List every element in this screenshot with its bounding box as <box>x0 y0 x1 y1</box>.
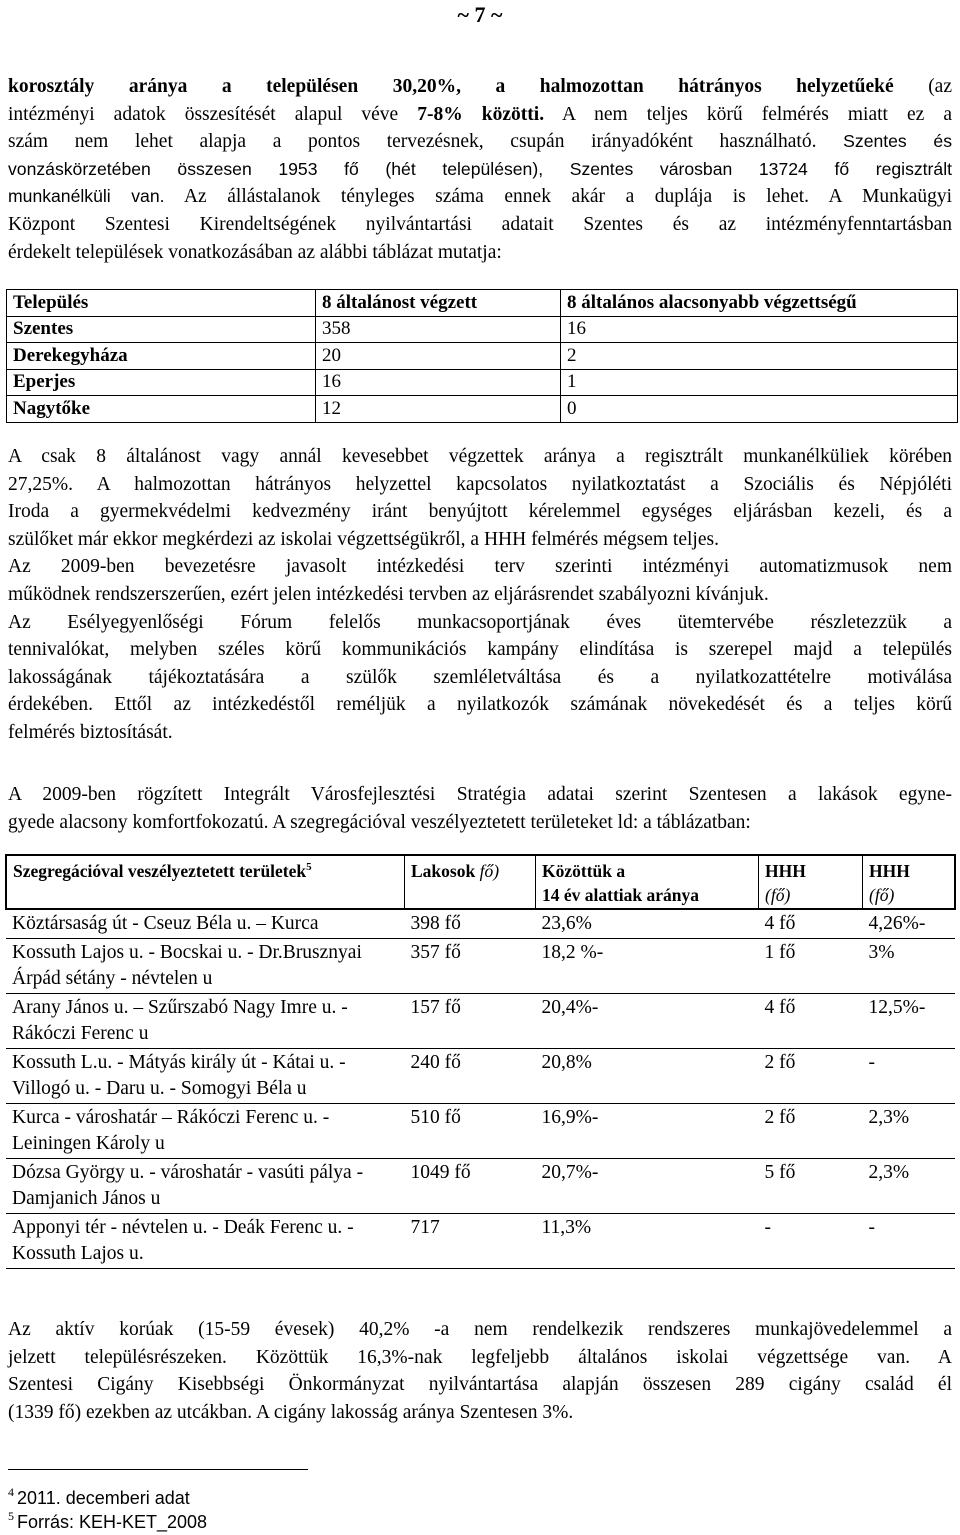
column-header: Szegregációval veszélyeztetett területek$^5$ <box>6 855 405 909</box>
table-row: Dózsa György u. - városhatár - vasúti pálya - Damjanich János u 1049 fő 20,7%- 5 fő 2,3% <box>6 1159 955 1214</box>
bold-text: korosztály aránya a településen 30,20%, a halmozottan hátrányos helyzetűeké <box>8 76 894 97</box>
table-row: Apponyi tér - névtelen u. - Deák Ferenc u. - Kossuth Lajos u. 717 11,3% - - <box>6 1214 955 1269</box>
footnote: $^4$ 2011. decemberi adat <box>8 1485 190 1508</box>
column-header: Település <box>7 290 316 317</box>
table-row: Derekegyháza 20 2 <box>7 343 958 370</box>
paragraph-active-age: Az aktív korúak (15-59 évesek) 40,2% -a nem rendelkezik rendszeres munkajövedelemmel a jelzett településrészeken. Közöttük 16,3%-nak legfeljebb általános iskolai végzettsége van. A Szentesi Cigány Kisebbségi Önkormányzat nyilvántartása alapján összesen 289 cigány család él (1339 fő) ezekben az utcákban. A cigány lakosság aránya Szentesen 3%. <box>8 1319 952 1423</box>
column-header: 8 általános alacsonyabb végzettségű <box>561 290 958 317</box>
table-row: Kossuth L.u. - Mátyás király út - Kátai u. - Villogó u. - Daru u. - Somogyi Béla u 240 fő 20,8% 2 fő - <box>6 1049 955 1104</box>
page-number: ~ 7 ~ <box>457 2 503 27</box>
column-header: Közöttük a 14 év alattiak aránya <box>536 855 759 909</box>
table-row: Kurca - városhatár – Rákóczi Ferenc u. - Leiningen Károly u 510 fő 16,9%- 2 fő 2,3% <box>6 1104 955 1159</box>
column-header: HHH (fő) <box>759 855 863 909</box>
table-header <box>7 290 958 317</box>
column-header: Lakosok fő) <box>405 855 536 909</box>
table-header <box>6 855 955 909</box>
segregation-table <box>5 854 956 1269</box>
footnote-separator <box>8 1469 308 1470</box>
column-header: HHH (fő) <box>863 855 956 909</box>
table-row: Köztársaság út - Cseuz Béla u. – Kurca 398 fő 23,6% 4 fő 4,26%- <box>6 909 955 939</box>
table-row: Szentes 358 16 <box>7 316 958 343</box>
education-table <box>6 289 958 423</box>
table-row: Arany János u. – Szűrszabó Nagy Imre u. - Rákóczi Ferenc u 157 fő 20,4%- 4 fő 12,5%- <box>6 994 955 1049</box>
column-header: 8 általánost végzett <box>316 290 561 317</box>
table-row: Kossuth Lajos u. - Bocskai u. - Dr.Brusznyai Árpád sétány - névtelen u 357 fő 18,2 %- 1 fő 3% <box>6 939 955 994</box>
table-row: Eperjes 16 1 <box>7 369 958 396</box>
footnote: $^5$ Forrás: KEH-KET_2008 <box>8 1509 208 1532</box>
paragraph-analysis: A csak 8 általánost vagy annál kevesebbet végzettek aránya a regisztrált munkanélküliek körében 27,25%. A halmozottan hátrányos helyzettel kapcsolatos nyilatkoztatást a Szociális és Népjóléti Iroda a gyermekvédelmi kedvezmény iránt benyújtott kérelemmel egységes eljárásban kezeli, és a szülőket már ekkor megkérdezi az iskolai végzettségükről, a HHH felmérés mégsem teljes. Az 2009-ben bevezetésre javasolt intézkedési terv szerinti intézményi automatizmusok nem működnek rendszerszerűen, ezért jelen intézkedési tervben az eljárásrendet szabályozni kívánjuk. Az Esélyegyenlőségi Fórum felelős munkacsoportjának éves ütemtervébe részletezzük a tennivalókat, melyben széles körű kommunikációs kampány elindítása is szerepel majd a település lakosságának tájékoztatására a szülők szemléletváltása és a nyilatkozattételre motiválása érdekében. Ettől az intézkedéstől reméljük a nyilatkozók számának növekedését és a teljes körű felmérés biztosítását. <box>8 446 952 743</box>
bold-text: 7-8% közötti. <box>417 103 545 125</box>
paragraph-strategy: A 2009-ben rögzített Integrált Városfejlesztési Stratégia adatai szerint Szentesen a lakások egyne- gyede alacsony komfortfokozatú. A szegregációval veszélyeztetett területeket ld: a táblázatban: <box>8 784 952 833</box>
table-row: Nagytőke 12 0 <box>7 396 958 423</box>
paragraph-intro: korosztály aránya a településen 30,20%, a halmozottan hátrányos helyzetűeké (az intézményi adatok összesítését alapul véve 7-8% közötti. A nem teljes körű felmérés miatt ez a szám nem lehet alapja a pontos tervezésnek, csupán irányadóként használható. Szentes és vonzáskörzetében összesen 1953 fő (hét településen), Szentes városban 13724 fő regisztrált munkanélküli van. Az állástalanok tényleges száma ennek akár a duplája is lehet. A Munkaügyi Központ Szentesi Kirendeltségének nyilvántartási adatait Szentes és az intézményfenntartásban érdekelt települések vonatkozásában az alábbi táblázat mutatja: <box>8 76 952 263</box>
